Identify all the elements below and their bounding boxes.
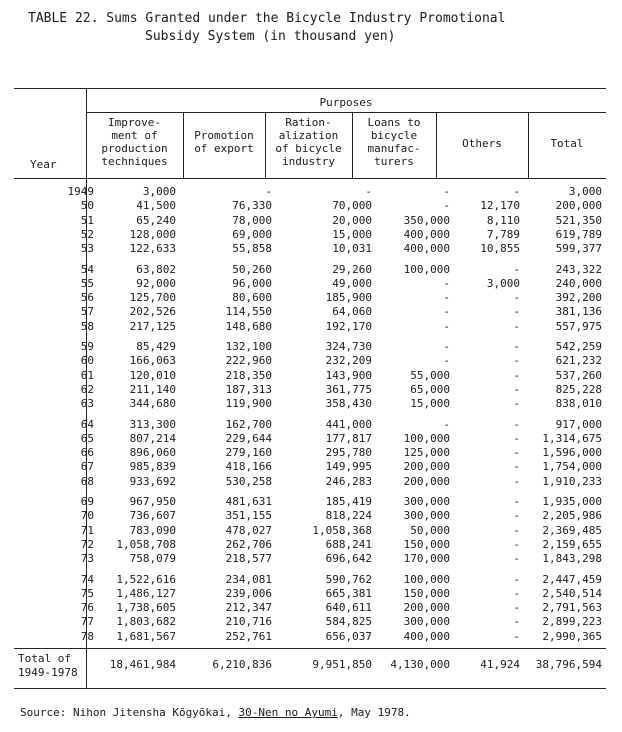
cell-export: 279,160 xyxy=(225,446,272,460)
cell-total: 599,377 xyxy=(555,242,602,256)
table-row xyxy=(14,461,606,473)
cell-year: 74 xyxy=(80,572,94,586)
cell-others: - xyxy=(513,629,520,643)
total-row xyxy=(14,659,606,671)
cell-total: 1,314,675 xyxy=(542,431,602,445)
cell-others: - xyxy=(513,305,520,319)
table-title-line-1: TABLE 22. Sums Granted under the Bicycle Industry Promotional xyxy=(28,11,506,26)
table-row xyxy=(14,321,606,333)
cell-export: 530,258 xyxy=(225,474,272,488)
cell-export: 162,700 xyxy=(225,417,272,431)
cell-total: 2,369,485 xyxy=(542,523,602,537)
cell-loans: 150,000 xyxy=(403,586,450,600)
cell-total: 392,200 xyxy=(555,291,602,305)
cell-year: 50 xyxy=(80,199,94,213)
cell-others: - xyxy=(513,185,520,198)
cell-others: - xyxy=(513,537,520,551)
cell-loans: - xyxy=(443,291,450,305)
cell-loans: 400,000 xyxy=(403,242,450,256)
cell-loans: - xyxy=(443,185,450,198)
cell-total: 537,260 xyxy=(555,368,602,382)
table-row xyxy=(14,398,606,410)
cell-loans: 170,000 xyxy=(403,552,450,566)
cell-others: 3,000 xyxy=(486,276,520,290)
cell-rationalization: 149,995 xyxy=(325,460,372,474)
source-book-title: 30-Nen no Ayumi xyxy=(238,706,338,719)
col-header-total: Total xyxy=(550,137,584,150)
cell-improvement: 1,738,605 xyxy=(116,601,176,615)
cell-loans: - xyxy=(443,340,450,353)
cell-loans: 400,000 xyxy=(403,629,450,643)
total-loans: 4,130,000 xyxy=(390,658,450,671)
cell-year: 76 xyxy=(80,601,94,615)
cell-rationalization: 246,283 xyxy=(325,474,372,488)
cell-export: 78,000 xyxy=(232,213,272,227)
cell-year: 59 xyxy=(80,340,94,353)
cell-total: 240,000 xyxy=(555,276,602,290)
cell-export: 222,960 xyxy=(225,354,272,368)
cell-improvement: 128,000 xyxy=(129,227,176,241)
year-header: Year xyxy=(30,158,57,171)
cell-loans: 300,000 xyxy=(403,509,450,523)
cell-total: 825,228 xyxy=(555,382,602,396)
cell-loans: 15,000 xyxy=(410,397,450,411)
cell-export: 76,330 xyxy=(232,199,272,213)
cell-others: - xyxy=(513,340,520,353)
cell-improvement: 41,500 xyxy=(136,199,176,213)
cell-year: 1949 xyxy=(67,185,94,198)
cell-others: - xyxy=(513,509,520,523)
cell-rationalization: - xyxy=(365,185,372,198)
col-header-loans: Loans to bicycle manufac- turers xyxy=(367,116,421,168)
cell-rationalization: 640,611 xyxy=(325,601,372,615)
cell-total: 2,791,563 xyxy=(542,601,602,615)
cell-others: - xyxy=(513,262,520,276)
table-row xyxy=(14,553,606,565)
cell-total: 3,000 xyxy=(568,185,602,198)
table-row xyxy=(14,229,606,241)
cell-rationalization: 177,817 xyxy=(325,431,372,445)
cell-rationalization: 696,642 xyxy=(325,552,372,566)
table-row xyxy=(14,370,606,382)
cell-export: 55,858 xyxy=(232,242,272,256)
cell-export: 187,313 xyxy=(225,382,272,396)
cell-improvement: 783,090 xyxy=(129,523,176,537)
cell-total: 1,910,233 xyxy=(542,474,602,488)
cell-year: 53 xyxy=(80,242,94,256)
cell-loans: - xyxy=(443,199,450,213)
cell-year: 52 xyxy=(80,227,94,241)
cell-year: 57 xyxy=(80,305,94,319)
cell-year: 73 xyxy=(80,552,94,566)
col-header-others: Others xyxy=(462,137,502,150)
cell-year: 63 xyxy=(80,397,94,411)
cell-others: - xyxy=(513,460,520,474)
table-row xyxy=(14,384,606,396)
source-prefix: Source: Nihon Jitensha Kōgyōkai, xyxy=(20,706,239,719)
cell-others: - xyxy=(513,446,520,460)
table-row xyxy=(14,186,606,198)
cell-total: 2,447,459 xyxy=(542,572,602,586)
cell-rationalization: 584,825 xyxy=(325,615,372,629)
cell-improvement: 211,140 xyxy=(129,382,176,396)
purposes-header: Purposes xyxy=(319,96,373,109)
cell-loans: 300,000 xyxy=(403,615,450,629)
cell-others: 10,855 xyxy=(480,242,520,256)
cell-total: 542,259 xyxy=(555,340,602,353)
cell-rationalization: 143,900 xyxy=(325,368,372,382)
cell-year: 58 xyxy=(80,319,94,333)
cell-improvement: 217,125 xyxy=(129,319,176,333)
table-row xyxy=(14,355,606,367)
cell-export: 351,155 xyxy=(225,509,272,523)
cell-improvement: 122,633 xyxy=(129,242,176,256)
cell-year: 77 xyxy=(80,615,94,629)
cell-rationalization: 590,762 xyxy=(325,572,372,586)
cell-rationalization: 15,000 xyxy=(332,227,372,241)
cell-others: - xyxy=(513,417,520,431)
table-row xyxy=(14,588,606,600)
cell-loans: 200,000 xyxy=(403,601,450,615)
table-row xyxy=(14,447,606,459)
table-row xyxy=(14,433,606,445)
cell-year: 69 xyxy=(80,495,94,508)
cell-export: 50,260 xyxy=(232,262,272,276)
cell-improvement: 3,000 xyxy=(142,185,176,198)
table-row xyxy=(14,510,606,522)
table-row xyxy=(14,264,606,276)
cell-improvement: 1,522,616 xyxy=(116,572,176,586)
cell-loans: 125,000 xyxy=(403,446,450,460)
cell-export: 481,631 xyxy=(225,495,272,508)
cell-export: 262,706 xyxy=(225,537,272,551)
cell-rationalization: 688,241 xyxy=(325,537,372,551)
table-row xyxy=(14,631,606,643)
cell-rationalization: 49,000 xyxy=(332,276,372,290)
cell-rationalization: 361,775 xyxy=(325,382,372,396)
cell-year: 61 xyxy=(80,368,94,382)
cell-year: 66 xyxy=(80,446,94,460)
table-title-line-2: Subsidy System (in thousand yen) xyxy=(145,29,396,44)
col-header-export: Promotion of export xyxy=(194,129,254,155)
cell-export: 114,550 xyxy=(225,305,272,319)
cell-improvement: 125,700 xyxy=(129,291,176,305)
cell-year: 54 xyxy=(80,262,94,276)
cell-total: 1,935,000 xyxy=(542,495,602,508)
cell-total: 2,159,655 xyxy=(542,537,602,551)
cell-export: 252,761 xyxy=(225,629,272,643)
total-improvement: 18,461,984 xyxy=(109,658,176,671)
cell-total: 1,754,000 xyxy=(542,460,602,474)
cell-total: 917,000 xyxy=(555,417,602,431)
cell-total: 2,540,514 xyxy=(542,586,602,600)
cell-loans: 150,000 xyxy=(403,537,450,551)
cell-rationalization: 358,430 xyxy=(325,397,372,411)
cell-year: 67 xyxy=(80,460,94,474)
cell-others: 8,110 xyxy=(486,213,520,227)
cell-improvement: 985,839 xyxy=(129,460,176,474)
cell-export: 132,100 xyxy=(225,340,272,353)
cell-loans: - xyxy=(443,354,450,368)
cell-year: 65 xyxy=(80,431,94,445)
cell-improvement: 933,692 xyxy=(129,474,176,488)
cell-export: 418,166 xyxy=(225,460,272,474)
cell-improvement: 313,300 xyxy=(129,417,176,431)
cell-total: 521,350 xyxy=(555,213,602,227)
cell-loans: 300,000 xyxy=(403,495,450,508)
cell-loans: - xyxy=(443,276,450,290)
cell-others: 12,170 xyxy=(480,199,520,213)
cell-export: 478,027 xyxy=(225,523,272,537)
cell-improvement: 202,526 xyxy=(129,305,176,319)
cell-others: - xyxy=(513,552,520,566)
cell-rationalization: 1,058,368 xyxy=(312,523,372,537)
cell-year: 68 xyxy=(80,474,94,488)
cell-rationalization: 192,170 xyxy=(325,319,372,333)
col-header-rationalization: Ration- alization of bicycle industry xyxy=(275,116,342,168)
cell-others: - xyxy=(513,291,520,305)
total-export: 6,210,836 xyxy=(212,658,272,671)
cell-export: - xyxy=(265,185,272,198)
cell-total: 2,990,365 xyxy=(542,629,602,643)
cell-others: - xyxy=(513,368,520,382)
cell-export: 218,350 xyxy=(225,368,272,382)
cell-improvement: 758,079 xyxy=(129,552,176,566)
table-row xyxy=(14,243,606,255)
cell-loans: 200,000 xyxy=(403,474,450,488)
cell-loans: 65,000 xyxy=(410,382,450,396)
table-top-rule xyxy=(14,88,606,89)
cell-total: 1,596,000 xyxy=(542,446,602,460)
cell-year: 72 xyxy=(80,537,94,551)
cell-rationalization: 64,060 xyxy=(332,305,372,319)
cell-loans: 200,000 xyxy=(403,460,450,474)
table-row xyxy=(14,476,606,488)
total-label: Total of 1949-1978 xyxy=(18,652,78,679)
cell-rationalization: 324,730 xyxy=(325,340,372,353)
cell-improvement: 967,950 xyxy=(129,495,176,508)
cell-others: - xyxy=(513,319,520,333)
cell-loans: 55,000 xyxy=(410,368,450,382)
total-grand: 38,796,594 xyxy=(535,658,602,671)
table-row xyxy=(14,292,606,304)
cell-others: - xyxy=(513,495,520,508)
table-row xyxy=(14,341,606,353)
source-note xyxy=(20,706,411,719)
cell-rationalization: 232,209 xyxy=(325,354,372,368)
source-suffix: , May 1978. xyxy=(337,706,411,719)
table-bottom-rule xyxy=(14,688,606,689)
cell-rationalization: 441,000 xyxy=(325,417,372,431)
cell-others: - xyxy=(513,431,520,445)
cell-improvement: 166,063 xyxy=(129,354,176,368)
cell-loans: 50,000 xyxy=(410,523,450,537)
cell-export: 229,644 xyxy=(225,431,272,445)
cell-export: 218,577 xyxy=(225,552,272,566)
cell-others: - xyxy=(513,615,520,629)
table-row xyxy=(14,602,606,614)
table-row xyxy=(14,306,606,318)
total-rationalization: 9,951,850 xyxy=(312,658,372,671)
table-row xyxy=(14,419,606,431)
cell-total: 2,205,986 xyxy=(542,509,602,523)
cell-loans: 100,000 xyxy=(403,262,450,276)
cell-improvement: 807,214 xyxy=(129,431,176,445)
col-header-improvement: Improve- ment of production techniques xyxy=(101,116,168,168)
table-row xyxy=(14,539,606,551)
cell-rationalization: 185,900 xyxy=(325,291,372,305)
cell-others: - xyxy=(513,382,520,396)
cell-year: 64 xyxy=(80,417,94,431)
cell-improvement: 92,000 xyxy=(136,276,176,290)
cell-export: 212,347 xyxy=(225,601,272,615)
table-row xyxy=(14,496,606,508)
cell-loans: 100,000 xyxy=(403,572,450,586)
cell-others: - xyxy=(513,601,520,615)
cell-others: - xyxy=(513,572,520,586)
cell-export: 210,716 xyxy=(225,615,272,629)
cell-improvement: 65,240 xyxy=(136,213,176,227)
cell-year: 75 xyxy=(80,586,94,600)
cell-export: 234,081 xyxy=(225,572,272,586)
cell-year: 56 xyxy=(80,291,94,305)
cell-export: 69,000 xyxy=(232,227,272,241)
cell-year: 62 xyxy=(80,382,94,396)
table-row xyxy=(14,574,606,586)
cell-total: 1,843,298 xyxy=(542,552,602,566)
cell-rationalization: 29,260 xyxy=(332,262,372,276)
cell-improvement: 85,429 xyxy=(136,340,176,353)
cell-export: 239,006 xyxy=(225,586,272,600)
cell-total: 243,322 xyxy=(555,262,602,276)
cell-export: 96,000 xyxy=(232,276,272,290)
cell-loans: - xyxy=(443,305,450,319)
cell-total: 381,136 xyxy=(555,305,602,319)
cell-improvement: 736,607 xyxy=(129,509,176,523)
table-row xyxy=(14,278,606,290)
table-row xyxy=(14,215,606,227)
cell-improvement: 1,803,682 xyxy=(116,615,176,629)
cell-year: 70 xyxy=(80,509,94,523)
total-others: 41,924 xyxy=(480,658,520,671)
cell-loans: 100,000 xyxy=(403,431,450,445)
cell-loans: - xyxy=(443,417,450,431)
cell-improvement: 1,058,708 xyxy=(116,537,176,551)
total-top-rule xyxy=(14,648,606,649)
cell-total: 557,975 xyxy=(555,319,602,333)
cell-others: - xyxy=(513,586,520,600)
cell-year: 51 xyxy=(80,213,94,227)
cell-loans: 350,000 xyxy=(403,213,450,227)
cell-export: 119,900 xyxy=(225,397,272,411)
cell-others: 7,789 xyxy=(486,227,520,241)
cell-improvement: 1,486,127 xyxy=(116,586,176,600)
cell-export: 148,680 xyxy=(225,319,272,333)
table-row xyxy=(14,525,606,537)
header-bottom-rule xyxy=(14,178,606,179)
cell-rationalization: 10,031 xyxy=(332,242,372,256)
cell-total: 619,789 xyxy=(555,227,602,241)
cell-total: 621,232 xyxy=(555,354,602,368)
table-row xyxy=(14,616,606,628)
cell-rationalization: 818,224 xyxy=(325,509,372,523)
cell-year: 78 xyxy=(80,629,94,643)
cell-improvement: 896,060 xyxy=(129,446,176,460)
cell-year: 71 xyxy=(80,523,94,537)
cell-total: 838,010 xyxy=(555,397,602,411)
cell-loans: 400,000 xyxy=(403,227,450,241)
table-row xyxy=(14,200,606,212)
cell-year: 55 xyxy=(80,276,94,290)
cell-loans: - xyxy=(443,319,450,333)
cell-total: 2,899,223 xyxy=(542,615,602,629)
cell-improvement: 120,010 xyxy=(129,368,176,382)
cell-rationalization: 185,419 xyxy=(325,495,372,508)
cell-improvement: 1,681,567 xyxy=(116,629,176,643)
cell-others: - xyxy=(513,523,520,537)
cell-rationalization: 656,037 xyxy=(325,629,372,643)
cell-rationalization: 20,000 xyxy=(332,213,372,227)
cell-improvement: 344,680 xyxy=(129,397,176,411)
cell-others: - xyxy=(513,354,520,368)
cell-rationalization: 295,780 xyxy=(325,446,372,460)
cell-rationalization: 665,381 xyxy=(325,586,372,600)
cell-others: - xyxy=(513,474,520,488)
cell-others: - xyxy=(513,397,520,411)
cell-year: 60 xyxy=(80,354,94,368)
cell-total: 200,000 xyxy=(555,199,602,213)
table-title xyxy=(28,10,505,46)
cell-rationalization: 70,000 xyxy=(332,199,372,213)
cell-improvement: 63,802 xyxy=(136,262,176,276)
cell-export: 80,600 xyxy=(232,291,272,305)
